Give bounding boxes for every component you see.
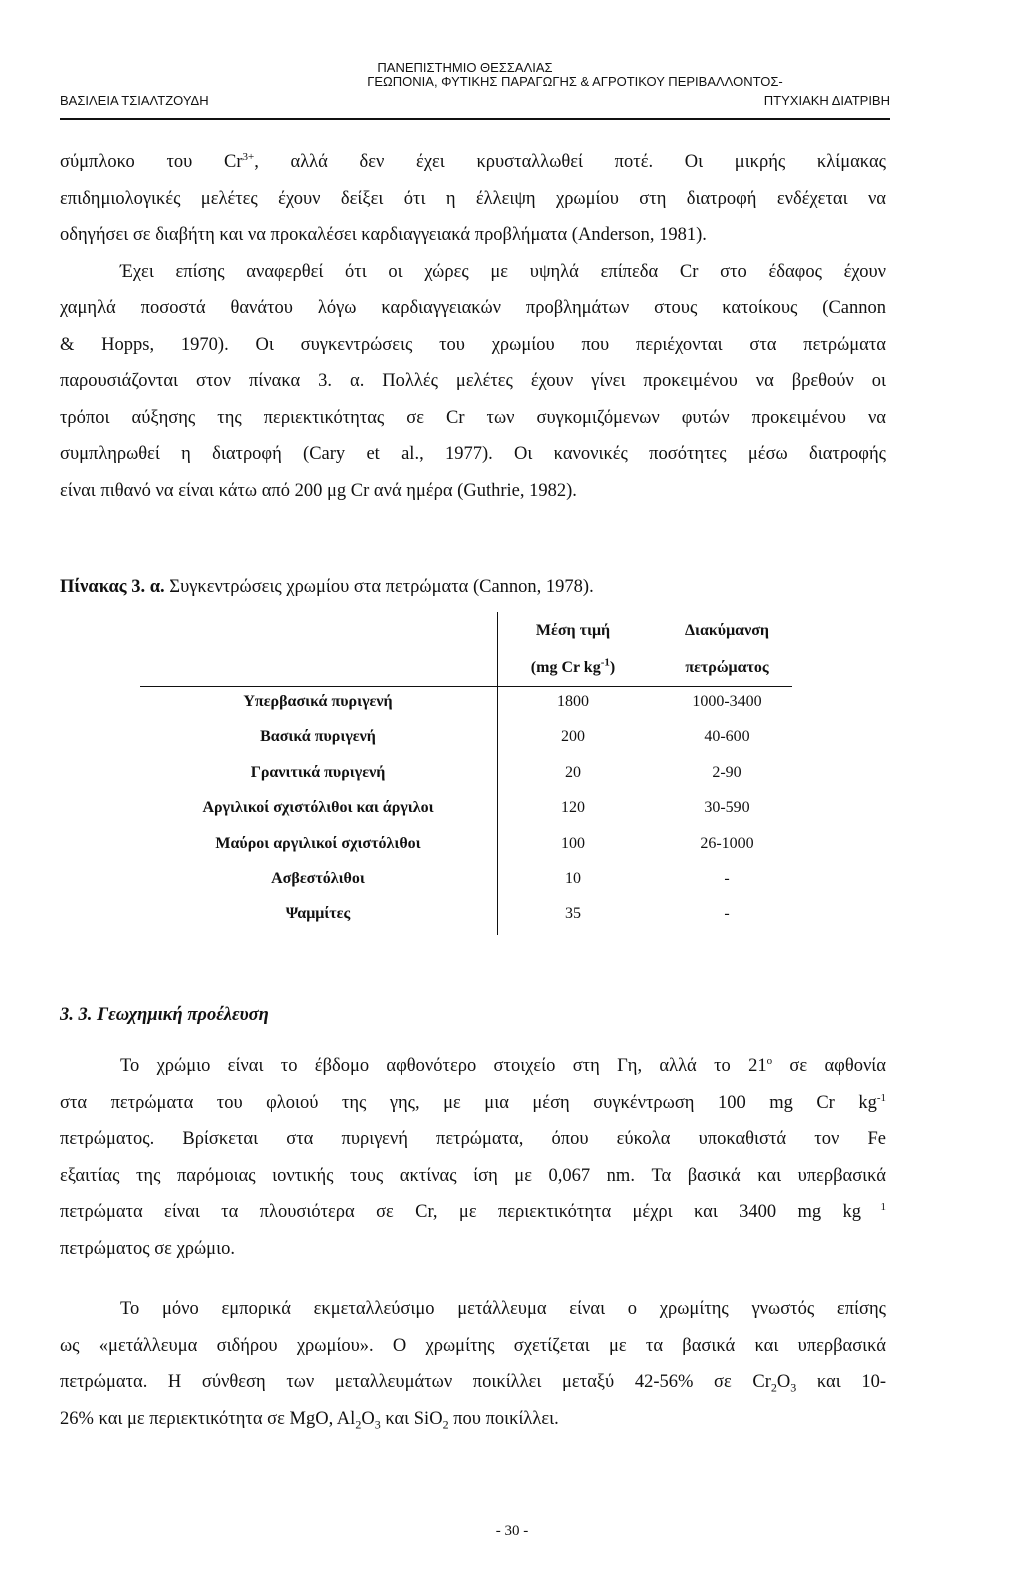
rock-type: Γρανιτικά πυριγενή xyxy=(250,763,386,781)
range-value: 26-1000 xyxy=(700,834,754,852)
table-row xyxy=(140,728,792,758)
table-row xyxy=(140,799,792,829)
rock-type: Μαύροι αργιλικοί σχιστόλιθοι xyxy=(215,834,421,852)
mean-value: 200 xyxy=(561,728,585,746)
header-doc-type: ΠΤΥΧΙΑΚΗ ΔΙΑΤΡΙΒΗ xyxy=(763,93,890,108)
rock-type: Ψαμμίτες xyxy=(285,905,351,923)
table-header-mean: Μέση τιμή (mg Cr $kg^{-1}$) xyxy=(530,622,616,676)
rock-type: Βασικά πυριγενή xyxy=(260,728,376,746)
mean-value: 35 xyxy=(565,905,581,923)
header-author: ΒΑΣΙΛΕΙΑ ΤΣΙΑΛΤΖΟΥΔΗ xyxy=(60,93,209,108)
paragraph-2: Το χρώμιο είναι το έβδομο αφθονότερο στοιχείο στη Γη, αλλά το 21$^o$ σε αφθονία στα πετρώματα του φλοιού της γης, με μια μέση συγκέντρωση 100 mg Cr $kg^{-1}$ πετρώματος. Βρίσκεται στα πυριγενή πετρώματα, όπου εύκολα υποκαθιστά τον Fe εξαιτίας της παρόμοιας ιοντικής τους ακτίνας ίση με 0,067 nm. Τα βασικά και υπερβασικά πετρώματα είναι τα πλουσιότερα σε Cr, με περιεκτικότητα μέχρι και 3400 mg kg $^1$ πετρώματος σε χρώμιο. xyxy=(60,1054,886,1259)
mean-value: 10 xyxy=(565,870,581,887)
table-row xyxy=(140,693,792,723)
table-row xyxy=(140,870,792,900)
header-department: ΓΕΩΠΟΝΙΑ, ΦΥΤΙΚΗΣ ΠΑΡΑΓΩΓΗΣ & ΑΓΡΟΤΙΚΟΥ ΠΕΡΙΒΑΛΛΟΝΤΟΣ- xyxy=(367,74,783,89)
rock-type: Υπερβασικά πυριγενή xyxy=(243,693,393,710)
range-value: - xyxy=(724,870,730,887)
mean-value: 20 xyxy=(565,763,581,781)
range-value: 40-600 xyxy=(704,728,750,746)
mean-value: 120 xyxy=(561,799,585,817)
range-value: 1000-3400 xyxy=(692,693,762,710)
paragraph-1: σύμπλοκο του $Cr^{3+}$, αλλά δεν έχει κρυσταλλωθεί ποτέ. Οι μικρής κλίμακας επιδημιολογικές μελέτες έχουν δείξει ότι η έλλειψη χρωμίου στη διατροφή ενδέχεται να οδηγήσει σε διαβήτη και να προκαλέσει καρδιαγγειακά προβλήματα (Anderson, 1981). Έχει επίσης αναφερθεί ότι οι χώρες με υψηλά επίπεδα Cr στο έδαφος έχουν χαμηλά ποσοστά θανάτου λόγω καρδιαγγειακών προβλημάτων στους κατοίκους (Cannon & Hopps, 1970). Οι συγκεντρώσεις του χρωμίου που περιέχονται στα πετρώματα παρουσιάζονται στον πίνακα 3. α. Πολλές μελέτες έχουν γίνει προκειμένου να βρεθούν οι τρόποι αύξησης της περιεκτικότητας σε Cr των συγκομιζόμενων φυτών προκειμένου να συμπληρωθεί η διατροφή (Cary et al., 1977). Οι κανονικές ποσότητες μέσω διατροφής είναι πιθανό να είναι κάτω από 200 μg Cr ανά ημέρα (Guthrie, 1982). xyxy=(60,150,886,501)
p1-line-2: επιδημιολογικές μελέτες έχουν δείξει ότι η έλλειψη χρωμίου στη διατροφή ενδέχεται να xyxy=(60,188,886,209)
table-header-range: Διακύμανση πετρώματος xyxy=(684,622,770,676)
table-row xyxy=(140,835,792,865)
table-row xyxy=(140,905,792,935)
range-value: 30-590 xyxy=(704,799,750,817)
range-value: - xyxy=(724,905,730,923)
mean-value: 100 xyxy=(561,834,585,852)
table-row xyxy=(140,764,792,794)
page-number: - 30 - xyxy=(495,1523,529,1539)
paragraph-3: Το μόνο εμπορικά εκμεταλλεύσιμο μετάλλευμα είναι ο χρωμίτης γνωστός επίσης ως «μετάλλευμα σιδήρου χρωμίου». Ο χρωμίτης σχετίζεται με τα βασικά και υπερβασικά πετρώματα. Η σύνθεση των μεταλλευμάτων ποικίλλει μεταξύ 42-56% σε $Cr_2O_3$ και 10- 26% και με περιεκτικότητα σε MgO, $Al_2O_3$ και SiO$_2$ που ποικίλλει. xyxy=(60,1299,887,1432)
rock-type: Ασβεστόλιθοι xyxy=(271,870,365,887)
header-university: ΠΑΝΕΠΙΣΤΗΜΙΟ ΘΕΣΣΑΛΙΑΣ xyxy=(377,60,553,75)
rock-type: Αργιλικοί σχιστόλιθοι και άργιλοι xyxy=(202,799,434,817)
table-caption: Πίνακας 3. α. Συγκεντρώσεις χρωμίου στα πετρώματα (Cannon, 1978). xyxy=(60,577,594,597)
header-rule xyxy=(60,118,890,120)
mean-value: 1800 xyxy=(557,693,589,710)
page-header xyxy=(60,60,890,110)
table-rule xyxy=(140,686,792,687)
section-title: 3. 3. Γεωχημική προέλευση xyxy=(60,1005,269,1025)
range-value: 2-90 xyxy=(712,763,742,781)
